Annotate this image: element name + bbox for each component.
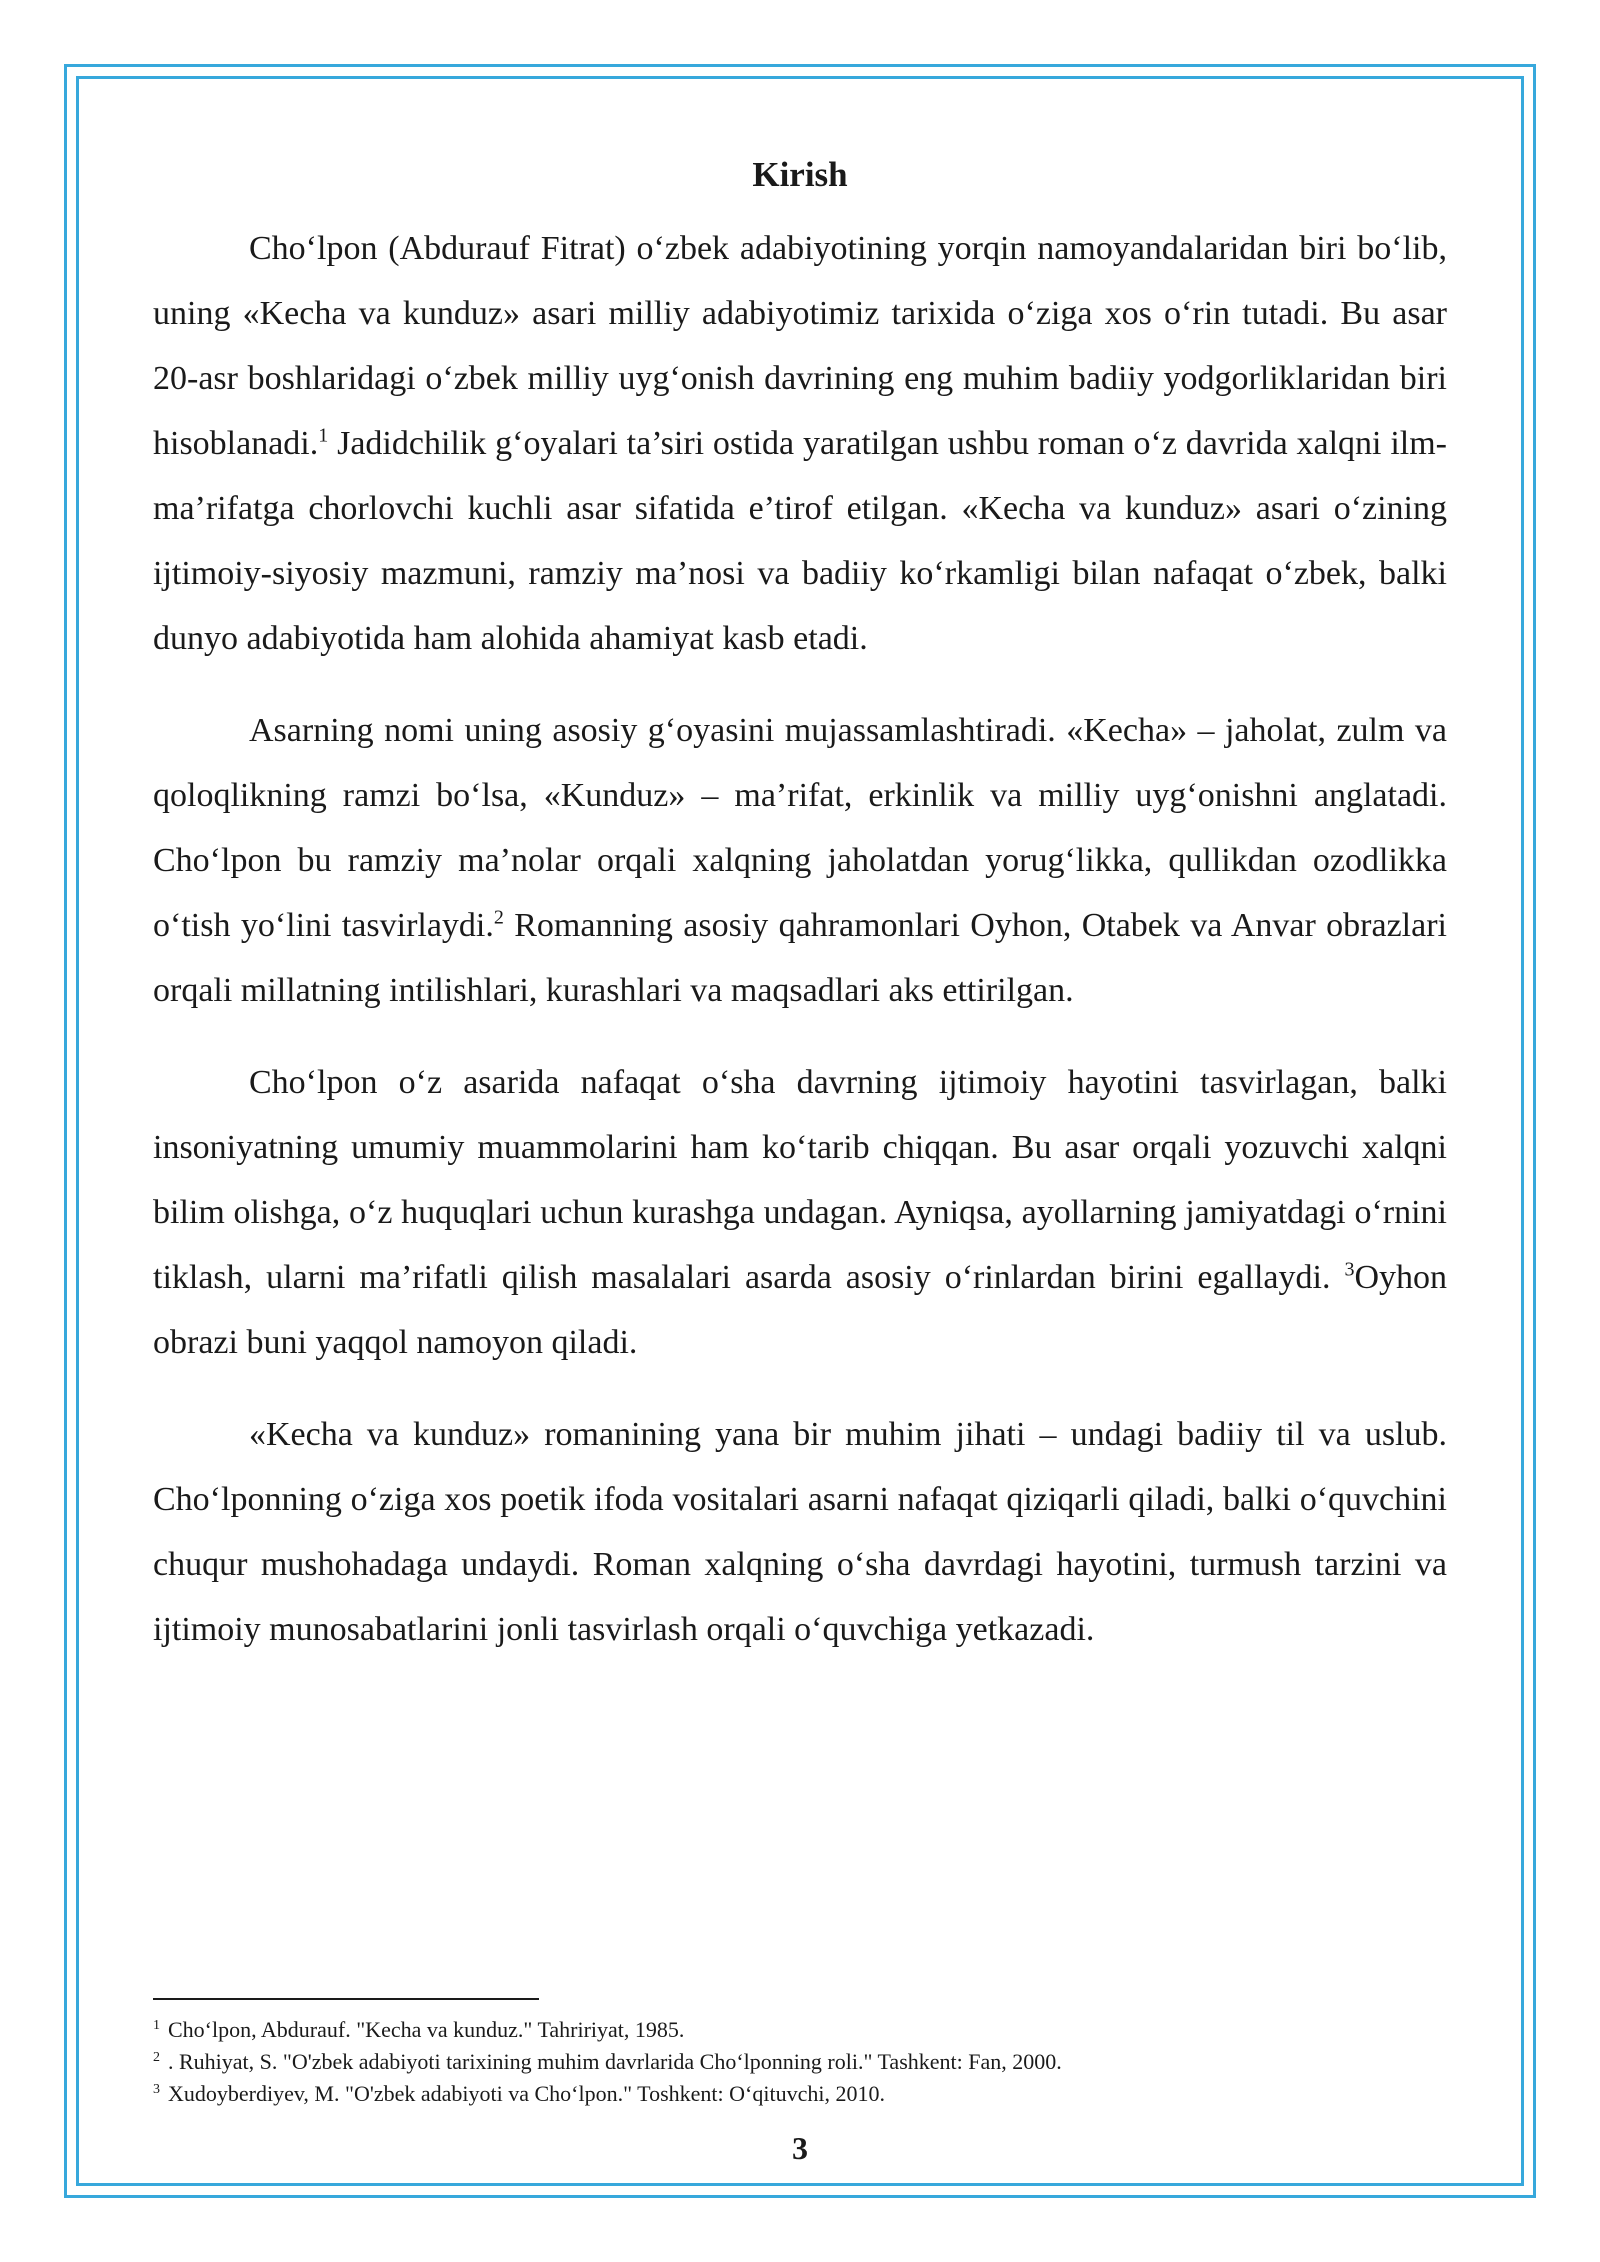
footnote-text: Cho‘lpon, Abdurauf. "Kecha va kunduz." Tahririyat, 1985.	[168, 2017, 685, 2042]
footnote-mark: 3	[153, 2081, 160, 2097]
paragraph-1	[153, 216, 1447, 671]
paragraph-text: Cho‘lpon (Abdurauf Fitrat) o‘zbek adabiyotining yorqin namoyandalaridan biri bo‘lib, uning «Kecha va kunduz» asari milliy adabiyotimiz tarixida o‘ziga xos o‘rin tutadi. Bu asar 20-asr boshlaridagi o‘zbek milliy uyg‘onish davrining eng muhim badiiy yodgorliklaridan biri hisoblanadi.	[153, 230, 1447, 462]
footnote-text: . Ruhiyat, S. "O'zbek adabiyoti tarixining muhim davrlarida Cho‘lponning roli." Tashkent: Fan, 2000.	[168, 2049, 1062, 2074]
footnote-ref-1[interactable]: 1	[318, 424, 329, 447]
paragraph-3	[153, 1050, 1447, 1375]
paragraph-4	[153, 1402, 1447, 1662]
footnote-1	[153, 2014, 1447, 2046]
paragraph-text: Oyhon obrazi buni yaqqol namoyon qiladi.	[153, 1259, 1447, 1361]
footnote-3	[153, 2078, 1447, 2110]
paragraph-text: Cho‘lpon o‘z asarida nafaqat o‘sha davrning ijtimoiy hayotini tasvirlagan, balki insoniyatning umumiy muammolarini ham ko‘tarib chiqqan. Bu asar orqali yozuvchi xalqni bilim olishga, o‘z huquqlari uchun kurashga undagan. Ayniqsa, ayollarning jamiyatdagi o‘rnini tiklash, ularni ma’rifatli qilish masalalari asarda asosiy o‘rinlardan birini egallaydi.	[153, 1064, 1447, 1296]
footnote-ref-3[interactable]: 3	[1344, 1258, 1355, 1281]
paragraph-text: Romanning asosiy qahramonlari Oyhon, Otabek va Anvar obrazlari orqali millatning intilishlari, kurashlari va maqsadlari aks ettirilgan.	[153, 907, 1447, 1009]
footnote-2	[153, 2046, 1447, 2078]
paragraph-text: «Kecha va kunduz» romanining yana bir muhim jihati – undagi badiiy til va uslub. Cho‘lponning o‘ziga xos poetik ifoda vositalari asarni nafaqat qiziqarli qiladi, balki o‘quvchini chuqur mushohadaga undaydi. Roman xalqning o‘sha davrdagi hayotini, turmush tarzini va ijtimoiy munosabatlarini jonli tasvirlash orqali o‘quvchiga yetkazadi.	[153, 1416, 1447, 1648]
paragraph-2	[153, 698, 1447, 1023]
footnote-text: Xudoyberdiyev, M. "O'zbek adabiyoti va Cho‘lpon." Toshkent: O‘qituvchi, 2010.	[168, 2081, 885, 2106]
footnote-separator	[153, 1998, 539, 2000]
page-number: 3	[792, 2130, 808, 2166]
paragraph-text: Jadidchilik g‘oyalari ta’siri ostida yaratilgan ushbu roman o‘z davrida xalqni ilm-ma’rifatga chorlovchi kuchli asar sifatida e’tirof etilgan. «Kecha va kunduz» asari o‘zining ijtimoiy-siyosiy mazmuni, ramziy ma’nosi va badiiy ko‘rkamligi bilan nafaqat o‘zbek, balki dunyo adabiyotida ham alohida ahamiyat kasb etadi.	[153, 425, 1447, 657]
section-title: Kirish	[752, 155, 848, 194]
footnote-ref-2[interactable]: 2	[493, 906, 504, 929]
footnotes-section	[153, 1998, 1447, 2110]
footnote-mark: 2	[153, 2049, 160, 2065]
paragraph-text: Asarning nomi uning asosiy g‘oyasini mujassamlashtiradi. «Kecha» – jaholat, zulm va qoloqlikning ramzi bo‘lsa, «Kunduz» – ma’rifat, erkinlik va milliy uyg‘onishni anglatadi. Cho‘lpon bu ramziy ma’nolar orqali xalqning jaholatdan yorug‘likka, qullikdan ozodlikka o‘tish yo‘lini tasvirlaydi.	[153, 712, 1447, 944]
document-body	[153, 150, 1447, 1689]
footnote-mark: 1	[153, 2017, 160, 2033]
